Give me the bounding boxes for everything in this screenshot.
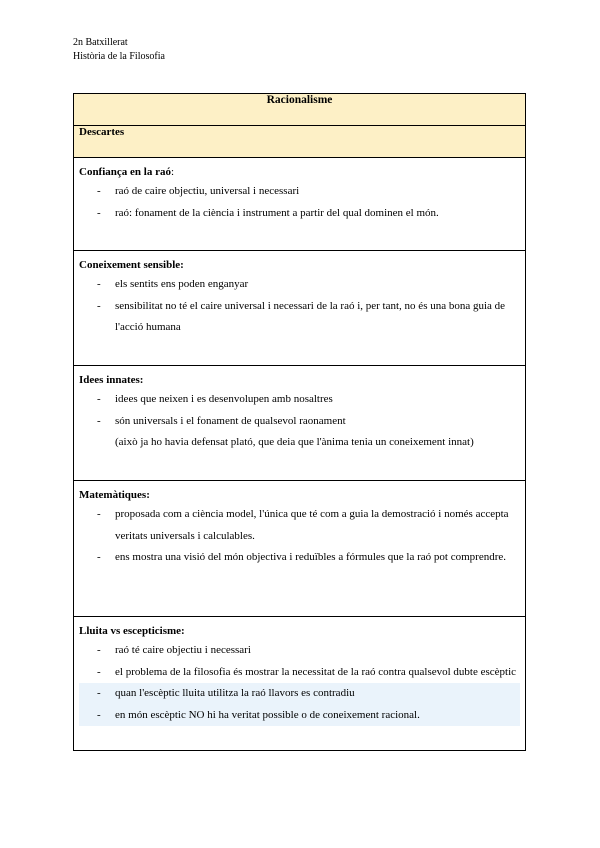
list-item: - sensibilitat no té el caire universal i necessari de la raó i, per tant, no és una bona guia de l'acció humana xyxy=(97,299,506,333)
section-title: Confiança en la raó: xyxy=(79,166,175,178)
list-item: - proposada com a ciència model, l'única que té com a guia la demostració i només accepta veritats universals i calculables. xyxy=(97,508,509,542)
list-item: - són universals i el fonament de qualsevol raonament xyxy=(97,414,346,427)
list-item: - ens mostra una visió del món objectiva i reduïbles a fórmules que la raó pot comprendre. xyxy=(97,551,506,563)
author-name: Descartes xyxy=(74,126,526,158)
list-item: - en món escèptic NO hi ha veritat possible o de coneixement racional. xyxy=(79,705,520,727)
author-row xyxy=(74,126,526,158)
section-coneixement-sensible xyxy=(74,251,526,366)
title-row xyxy=(74,94,526,126)
section-title: Matemàtiques: xyxy=(79,489,150,501)
section-lluita-escepticisme xyxy=(74,617,526,751)
document-header xyxy=(73,36,165,64)
section-note: (això ja ho havia defensat plató, que deia que l'ànima tenia un coneixement innat) xyxy=(115,436,474,448)
subject-label: Història de la Filosofia xyxy=(73,51,165,62)
course-label: 2n Batxillerat xyxy=(73,37,128,48)
section-title: Coneixement sensible: xyxy=(79,259,184,271)
list-item: - idees que neixen i es desenvolupen amb nosaltres xyxy=(97,393,333,405)
list-item: - raó de caire objectiu, universal i necessari xyxy=(97,185,300,197)
section-confianca xyxy=(74,158,526,251)
list-item: - els sentits ens poden enganyar xyxy=(97,278,249,290)
section-matematiques xyxy=(74,481,526,617)
list-item: - quan l'escèptic lluita utilitza la raó llavors es contradiu xyxy=(79,683,520,705)
list-item: - raó: fonament de la ciència i instrument a partir del qual dominen el món. xyxy=(97,206,439,219)
table-title: Racionalisme xyxy=(74,94,526,126)
section-idees-innates xyxy=(74,366,526,481)
section-title: Lluita vs escepticisme: xyxy=(79,625,185,637)
section-title: Idees innates: xyxy=(79,374,144,386)
list-item: - el problema de la filosofia és mostrar la necessitat de la raó contra qualsevol dubte escèptic xyxy=(97,665,517,678)
list-item: - raó té caire objectiu i necessari xyxy=(97,644,251,656)
racionalisme-table xyxy=(73,93,526,751)
